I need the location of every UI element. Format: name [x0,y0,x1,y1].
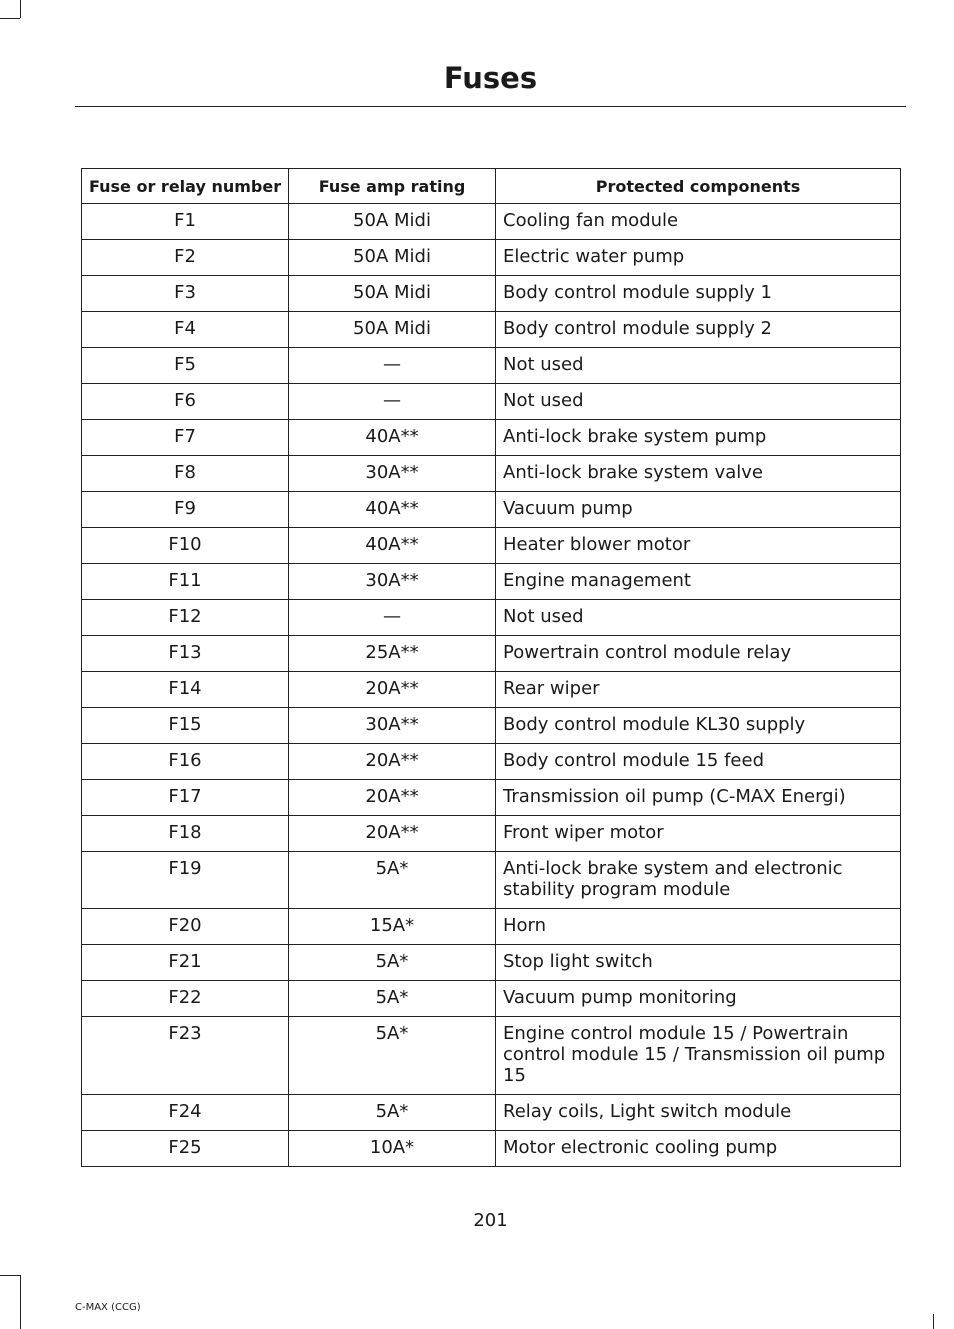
protected-component: Horn [496,909,901,945]
column-header-fuse: Fuse or relay number [82,169,289,204]
fuse-number: F19 [82,852,289,909]
fuse-number: F7 [82,420,289,456]
table-header-row [82,169,901,204]
fuse-rating: 40A** [289,420,496,456]
fuse-rating: — [289,600,496,636]
fuse-number: F23 [82,1017,289,1095]
fuse-rating: 10A* [289,1131,496,1167]
protected-component: Vacuum pump monitoring [496,981,901,1017]
protected-component: Electric water pump [496,240,901,276]
fuse-rating: 20A** [289,816,496,852]
fuse-number: F11 [82,564,289,600]
fuse-number: F9 [82,492,289,528]
fuse-number: F3 [82,276,289,312]
table-row [82,1131,901,1167]
page-title: Fuses [443,61,538,95]
table-row [82,564,901,600]
protected-component: Not used [496,348,901,384]
table-row [82,528,901,564]
protected-component: Transmission oil pump (C-MAX Energi) [496,780,901,816]
fuse-number: F10 [82,528,289,564]
table-row [82,384,901,420]
table-row [82,636,901,672]
fuse-number: F16 [82,744,289,780]
column-header-component: Protected components [496,169,901,204]
fuse-rating: 5A* [289,1095,496,1131]
column-header-rating: Fuse amp rating [289,169,496,204]
crop-mark [0,1275,20,1276]
protected-component: Anti-lock brake system and electronic stability program module [496,852,901,909]
protected-component: Powertrain control module relay [496,636,901,672]
fuse-rating: 50A Midi [289,276,496,312]
table-row [82,492,901,528]
fuse-rating: 5A* [289,852,496,909]
table-row [82,744,901,780]
table-row [82,909,901,945]
protected-component: Not used [496,384,901,420]
protected-component: Front wiper motor [496,816,901,852]
protected-component: Rear wiper [496,672,901,708]
fuse-rating: 30A** [289,564,496,600]
protected-component: Stop light switch [496,945,901,981]
fuse-number: F4 [82,312,289,348]
fuse-rating: 25A** [289,636,496,672]
table-row [82,672,901,708]
fuse-rating: 20A** [289,744,496,780]
protected-component: Body control module supply 1 [496,276,901,312]
fuse-rating: 15A* [289,909,496,945]
page-number: 201 [473,1210,508,1231]
fuse-rating: 5A* [289,945,496,981]
protected-component: Heater blower motor [496,528,901,564]
fuse-number: F14 [82,672,289,708]
fuse-number: F6 [82,384,289,420]
fuse-rating: 50A Midi [289,204,496,240]
crop-mark [0,18,20,19]
fuse-number: F8 [82,456,289,492]
fuse-rating: 50A Midi [289,312,496,348]
footer-code: C-MAX (CCG) [75,1302,141,1313]
table-row [82,204,901,240]
protected-component: Anti-lock brake system pump [496,420,901,456]
fuse-table [81,168,901,1167]
protected-component: Motor electronic cooling pump [496,1131,901,1167]
fuse-number: F21 [82,945,289,981]
table-row [82,945,901,981]
fuse-number: F15 [82,708,289,744]
fuse-rating: — [289,384,496,420]
protected-component: Cooling fan module [496,204,901,240]
fuse-rating: 40A** [289,528,496,564]
table-row [82,276,901,312]
table-row [82,456,901,492]
table-row [82,312,901,348]
protected-component: Body control module supply 2 [496,312,901,348]
fuse-number: F18 [82,816,289,852]
table-row [82,708,901,744]
table-row [82,1095,901,1131]
table-row [82,240,901,276]
table-row [82,1017,901,1095]
fuse-number: F13 [82,636,289,672]
protected-component: Anti-lock brake system valve [496,456,901,492]
table-row [82,780,901,816]
fuse-number: F2 [82,240,289,276]
fuse-rating: 20A** [289,672,496,708]
fuse-number: F25 [82,1131,289,1167]
protected-component: Not used [496,600,901,636]
table-row [82,852,901,909]
fuse-rating: — [289,348,496,384]
fuse-number: F1 [82,204,289,240]
fuse-number: F22 [82,981,289,1017]
fuse-rating: 30A** [289,456,496,492]
protected-component: Relay coils, Light switch module [496,1095,901,1131]
fuse-rating: 50A Midi [289,240,496,276]
title-divider [75,106,906,107]
fuse-rating: 5A* [289,1017,496,1095]
table-row [82,981,901,1017]
protected-component: Vacuum pump [496,492,901,528]
fuse-rating: 20A** [289,780,496,816]
fuse-number: F24 [82,1095,289,1131]
crop-mark [20,1275,21,1329]
fuse-rating: 40A** [289,492,496,528]
table-row [82,600,901,636]
fuse-rating: 30A** [289,708,496,744]
fuse-number: F17 [82,780,289,816]
fuse-number: F20 [82,909,289,945]
protected-component: Body control module 15 feed [496,744,901,780]
fuse-number: F5 [82,348,289,384]
table-row [82,348,901,384]
crop-mark [20,0,21,18]
table-row [82,816,901,852]
table-row [82,420,901,456]
protected-component: Body control module KL30 supply [496,708,901,744]
crop-mark [933,1314,934,1329]
fuse-rating: 5A* [289,981,496,1017]
protected-component: Engine management [496,564,901,600]
fuse-number: F12 [82,600,289,636]
protected-component: Engine control module 15 / Powertrain control module 15 / Transmission oil pump 15 [496,1017,901,1095]
